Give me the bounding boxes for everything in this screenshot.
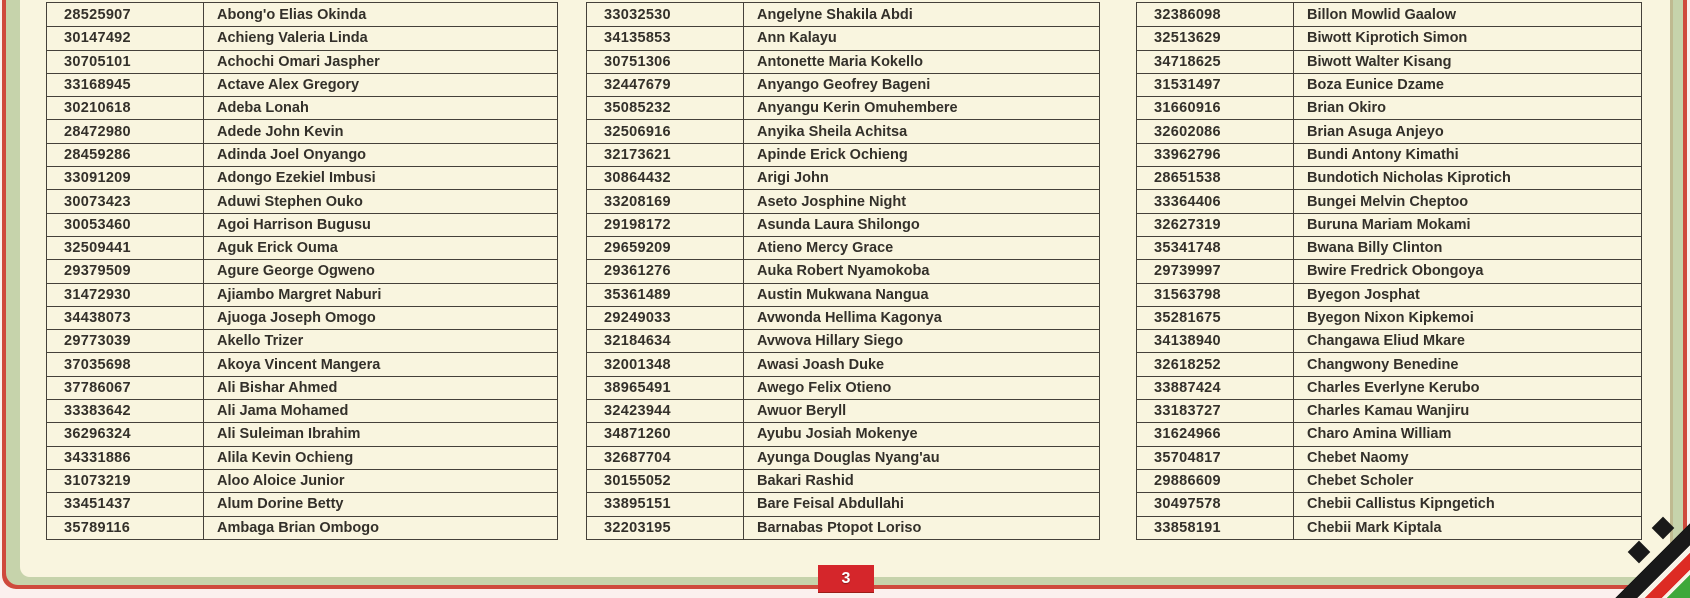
id-cell: 31531497 (1154, 77, 1221, 94)
name-cell: Aseto Josphine Night (743, 190, 1099, 212)
id-cell: 34718625 (1154, 53, 1221, 70)
name-cell: Byegon Nixon Kipkemoi (1293, 307, 1641, 329)
id-cell: 34135853 (604, 30, 671, 47)
table-row (587, 50, 1099, 73)
table-row (1137, 306, 1641, 329)
table-row (587, 399, 1099, 422)
name-cell: Avwova Hillary Siego (743, 330, 1099, 352)
id-cell: 28459286 (64, 146, 131, 163)
id-cell: 34438073 (64, 310, 131, 326)
id-cell: 32386098 (1154, 6, 1221, 23)
id-cell: 30497578 (1154, 496, 1221, 513)
name-cell: Awego Felix Otieno (743, 377, 1099, 399)
name-cell: Arigi John (743, 167, 1099, 189)
id-cell: 31563798 (1154, 286, 1221, 303)
name-cell: Anyangu Kerin Omuhembere (743, 97, 1099, 119)
name-cell: Brian Okiro (1293, 97, 1641, 119)
id-cell: 30155052 (604, 473, 671, 490)
table-row (587, 236, 1099, 259)
table-row (587, 422, 1099, 445)
table-row (1137, 119, 1641, 142)
id-cell: 31073219 (64, 473, 131, 490)
table-row (587, 283, 1099, 306)
id-cell: 32173621 (604, 146, 671, 163)
candidate-list-column-2 (586, 2, 1100, 540)
name-cell: Asunda Laura Shilongo (743, 214, 1099, 236)
id-cell: 32618252 (1154, 356, 1221, 373)
name-cell: Ali Bishar Ahmed (203, 377, 557, 399)
id-cell: 30864432 (604, 170, 671, 187)
id-cell: 32447679 (604, 77, 671, 94)
candidate-list-column-1 (46, 2, 558, 540)
id-cell: 33183727 (1154, 403, 1221, 420)
table-row (1137, 283, 1641, 306)
table-row (587, 166, 1099, 189)
table-row (47, 469, 557, 492)
name-cell: Ann Kalayu (743, 27, 1099, 49)
id-cell: 35281675 (1154, 310, 1221, 326)
id-cell: 38965491 (604, 379, 671, 396)
name-cell: Awasi Joash Duke (743, 353, 1099, 375)
id-cell: 33858191 (1154, 519, 1221, 536)
table-row (1137, 352, 1641, 375)
table-row (1137, 73, 1641, 96)
name-cell: Ali Jama Mohamed (203, 400, 557, 422)
id-cell: 35789116 (64, 519, 131, 536)
name-cell: Byegon Josphat (1293, 284, 1641, 306)
id-cell: 30073423 (64, 193, 131, 210)
name-cell: Akoya Vincent Mangera (203, 353, 557, 375)
name-cell: Austin Mukwana Nangua (743, 284, 1099, 306)
name-cell: Alum Dorine Betty (203, 493, 557, 515)
name-cell: Anyango Geofrey Bageni (743, 74, 1099, 96)
id-cell: 35361489 (604, 286, 671, 303)
id-cell: 29379509 (64, 263, 131, 280)
name-cell: Chebii Mark Kiptala (1293, 517, 1641, 539)
name-cell: Bundotich Nicholas Kiprotich (1293, 167, 1641, 189)
id-cell: 33383642 (64, 403, 131, 420)
id-cell: 33091209 (64, 170, 131, 187)
id-cell: 30053460 (64, 216, 131, 233)
table-row (587, 469, 1099, 492)
id-cell: 28472980 (64, 123, 131, 140)
table-row (587, 189, 1099, 212)
name-cell: Chebet Naomy (1293, 447, 1641, 469)
table-row (47, 352, 557, 375)
name-cell: Bwire Fredrick Obongoya (1293, 260, 1641, 282)
name-cell: Bare Feisal Abdullahi (743, 493, 1099, 515)
name-cell: Atieno Mercy Grace (743, 237, 1099, 259)
table-row (1137, 376, 1641, 399)
name-cell: Bakari Rashid (743, 470, 1099, 492)
id-cell: 33168945 (64, 77, 131, 94)
name-cell: Ajuoga Joseph Omogo (203, 307, 557, 329)
id-cell: 33887424 (1154, 379, 1221, 396)
name-cell: Aguk Erick Ouma (203, 237, 557, 259)
table-row (47, 3, 557, 26)
name-cell: Changawa Eliud Mkare (1293, 330, 1641, 352)
name-cell: Anyika Sheila Achitsa (743, 120, 1099, 142)
id-cell: 32602086 (1154, 123, 1221, 140)
name-cell: Actave Alex Gregory (203, 74, 557, 96)
table-row (1137, 399, 1641, 422)
table-row (1137, 50, 1641, 73)
name-cell: Auka Robert Nyamokoba (743, 260, 1099, 282)
id-cell: 28651538 (1154, 170, 1221, 187)
id-cell: 29249033 (604, 310, 671, 326)
name-cell: Abong'o Elias Okinda (203, 3, 557, 26)
name-cell: Charles Kamau Wanjiru (1293, 400, 1641, 422)
id-cell: 32203195 (604, 519, 671, 536)
table-row (587, 73, 1099, 96)
id-cell: 29198172 (604, 216, 671, 233)
flag-ribbon-icon (1520, 428, 1690, 598)
table-row (47, 73, 557, 96)
name-cell: Avwonda Hellima Kagonya (743, 307, 1099, 329)
id-cell: 34138940 (1154, 333, 1221, 350)
table-row (47, 376, 557, 399)
name-cell: Charles Everlyne Kerubo (1293, 377, 1641, 399)
name-cell: Charo Amina William (1293, 423, 1641, 445)
table-row (47, 119, 557, 142)
table-row (1137, 236, 1641, 259)
name-cell: Akello Trizer (203, 330, 557, 352)
name-cell: Alila Kevin Ochieng (203, 447, 557, 469)
id-cell: 33895151 (604, 496, 671, 513)
name-cell: Antonette Maria Kokello (743, 51, 1099, 73)
table-row (47, 306, 557, 329)
name-cell: Changwony Benedine (1293, 353, 1641, 375)
id-cell: 30147492 (64, 30, 131, 47)
table-row (1137, 3, 1641, 26)
name-cell: Ajiambo Margret Naburi (203, 284, 557, 306)
id-cell: 34871260 (604, 426, 671, 443)
name-cell: Ambaga Brian Ombogo (203, 517, 557, 539)
id-cell: 30751306 (604, 53, 671, 70)
id-cell: 32509441 (64, 240, 131, 257)
name-cell: Awuor Beryll (743, 400, 1099, 422)
name-cell: Billon Mowlid Gaalow (1293, 3, 1641, 26)
table-row (47, 399, 557, 422)
name-cell: Aduwi Stephen Ouko (203, 190, 557, 212)
table-row (47, 329, 557, 352)
name-cell: Boza Eunice Dzame (1293, 74, 1641, 96)
id-cell: 37035698 (64, 356, 131, 373)
name-cell: Brian Asuga Anjeyo (1293, 120, 1641, 142)
table-row (47, 236, 557, 259)
table-row (47, 26, 557, 49)
id-cell: 34331886 (64, 449, 131, 466)
name-cell: Ayubu Josiah Mokenye (743, 423, 1099, 445)
table-row (1137, 329, 1641, 352)
id-cell: 32423944 (604, 403, 671, 420)
table-row (587, 119, 1099, 142)
table-row (587, 329, 1099, 352)
name-cell: Achieng Valeria Linda (203, 27, 557, 49)
table-row (47, 143, 557, 166)
id-cell: 33962796 (1154, 146, 1221, 163)
id-cell: 30705101 (64, 53, 131, 70)
table-row (587, 492, 1099, 515)
table-row (47, 50, 557, 73)
id-cell: 29773039 (64, 333, 131, 350)
name-cell: Chebii Callistus Kipngetich (1293, 493, 1641, 515)
name-cell: Ayunga Douglas Nyang'au (743, 447, 1099, 469)
name-cell: Adeba Lonah (203, 97, 557, 119)
name-cell: Apinde Erick Ochieng (743, 144, 1099, 166)
name-cell: Adede John Kevin (203, 120, 557, 142)
name-cell: Biwott Walter Kisang (1293, 51, 1641, 73)
table-row (1137, 213, 1641, 236)
table-row (587, 446, 1099, 469)
table-row (587, 213, 1099, 236)
id-cell: 32687704 (604, 449, 671, 466)
id-cell: 31660916 (1154, 100, 1221, 117)
table-row (1137, 96, 1641, 119)
id-cell: 32627319 (1154, 216, 1221, 233)
id-cell: 32506916 (604, 123, 671, 140)
id-cell: 32513629 (1154, 30, 1221, 47)
id-cell: 29361276 (604, 263, 671, 280)
name-cell: Bwana Billy Clinton (1293, 237, 1641, 259)
name-cell: Agure George Ogweno (203, 260, 557, 282)
table-row (587, 3, 1099, 26)
table-row (587, 259, 1099, 282)
name-cell: Buruna Mariam Mokami (1293, 214, 1641, 236)
id-cell: 29659209 (604, 240, 671, 257)
table-row (587, 352, 1099, 375)
table-row (47, 283, 557, 306)
name-cell: Ali Suleiman Ibrahim (203, 423, 557, 445)
name-cell: Bundi Antony Kimathi (1293, 144, 1641, 166)
id-cell: 31472930 (64, 286, 131, 303)
name-cell: Bungei Melvin Cheptoo (1293, 190, 1641, 212)
table-row (47, 516, 557, 539)
id-cell: 35341748 (1154, 240, 1221, 257)
flag-sawtooth-icon (1652, 517, 1675, 540)
table-row (47, 422, 557, 445)
id-cell: 32001348 (604, 356, 671, 373)
id-cell: 31624966 (1154, 426, 1221, 443)
id-cell: 35704817 (1154, 449, 1221, 466)
table-row (587, 143, 1099, 166)
id-cell: 33032530 (604, 6, 671, 23)
name-cell: Barnabas Ptopot Loriso (743, 517, 1099, 539)
table-row (47, 96, 557, 119)
id-cell: 37786067 (64, 379, 131, 396)
name-cell: Biwott Kiprotich Simon (1293, 27, 1641, 49)
table-row (587, 26, 1099, 49)
table-row (1137, 166, 1641, 189)
table-row (587, 306, 1099, 329)
name-cell: Achochi Omari Jaspher (203, 51, 557, 73)
id-cell: 33364406 (1154, 193, 1221, 210)
id-cell: 29739997 (1154, 263, 1221, 280)
table-row (1137, 143, 1641, 166)
table-row (587, 376, 1099, 399)
table-row (47, 213, 557, 236)
table-row (1137, 189, 1641, 212)
id-cell: 36296324 (64, 426, 131, 443)
table-row (47, 189, 557, 212)
table-row (47, 166, 557, 189)
name-cell: Agoi Harrison Bugusu (203, 214, 557, 236)
flag-sawtooth-icon (1628, 541, 1651, 564)
table-row (47, 492, 557, 515)
name-cell: Adinda Joel Onyango (203, 144, 557, 166)
table-row (1137, 26, 1641, 49)
table-row (587, 516, 1099, 539)
name-cell: Angelyne Shakila Abdi (743, 3, 1099, 26)
id-cell: 33208169 (604, 193, 671, 210)
table-row (47, 259, 557, 282)
name-cell: Aloo Aloice Junior (203, 470, 557, 492)
table-row (1137, 259, 1641, 282)
id-cell: 30210618 (64, 100, 131, 117)
id-cell: 35085232 (604, 100, 671, 117)
table-row (47, 446, 557, 469)
id-cell: 28525907 (64, 6, 131, 23)
table-row (587, 96, 1099, 119)
name-cell: Adongo Ezekiel Imbusi (203, 167, 557, 189)
page-number-badge: 3 (818, 565, 874, 592)
id-cell: 33451437 (64, 496, 131, 513)
id-cell: 29886609 (1154, 473, 1221, 490)
id-cell: 32184634 (604, 333, 671, 350)
name-cell: Chebet Scholer (1293, 470, 1641, 492)
